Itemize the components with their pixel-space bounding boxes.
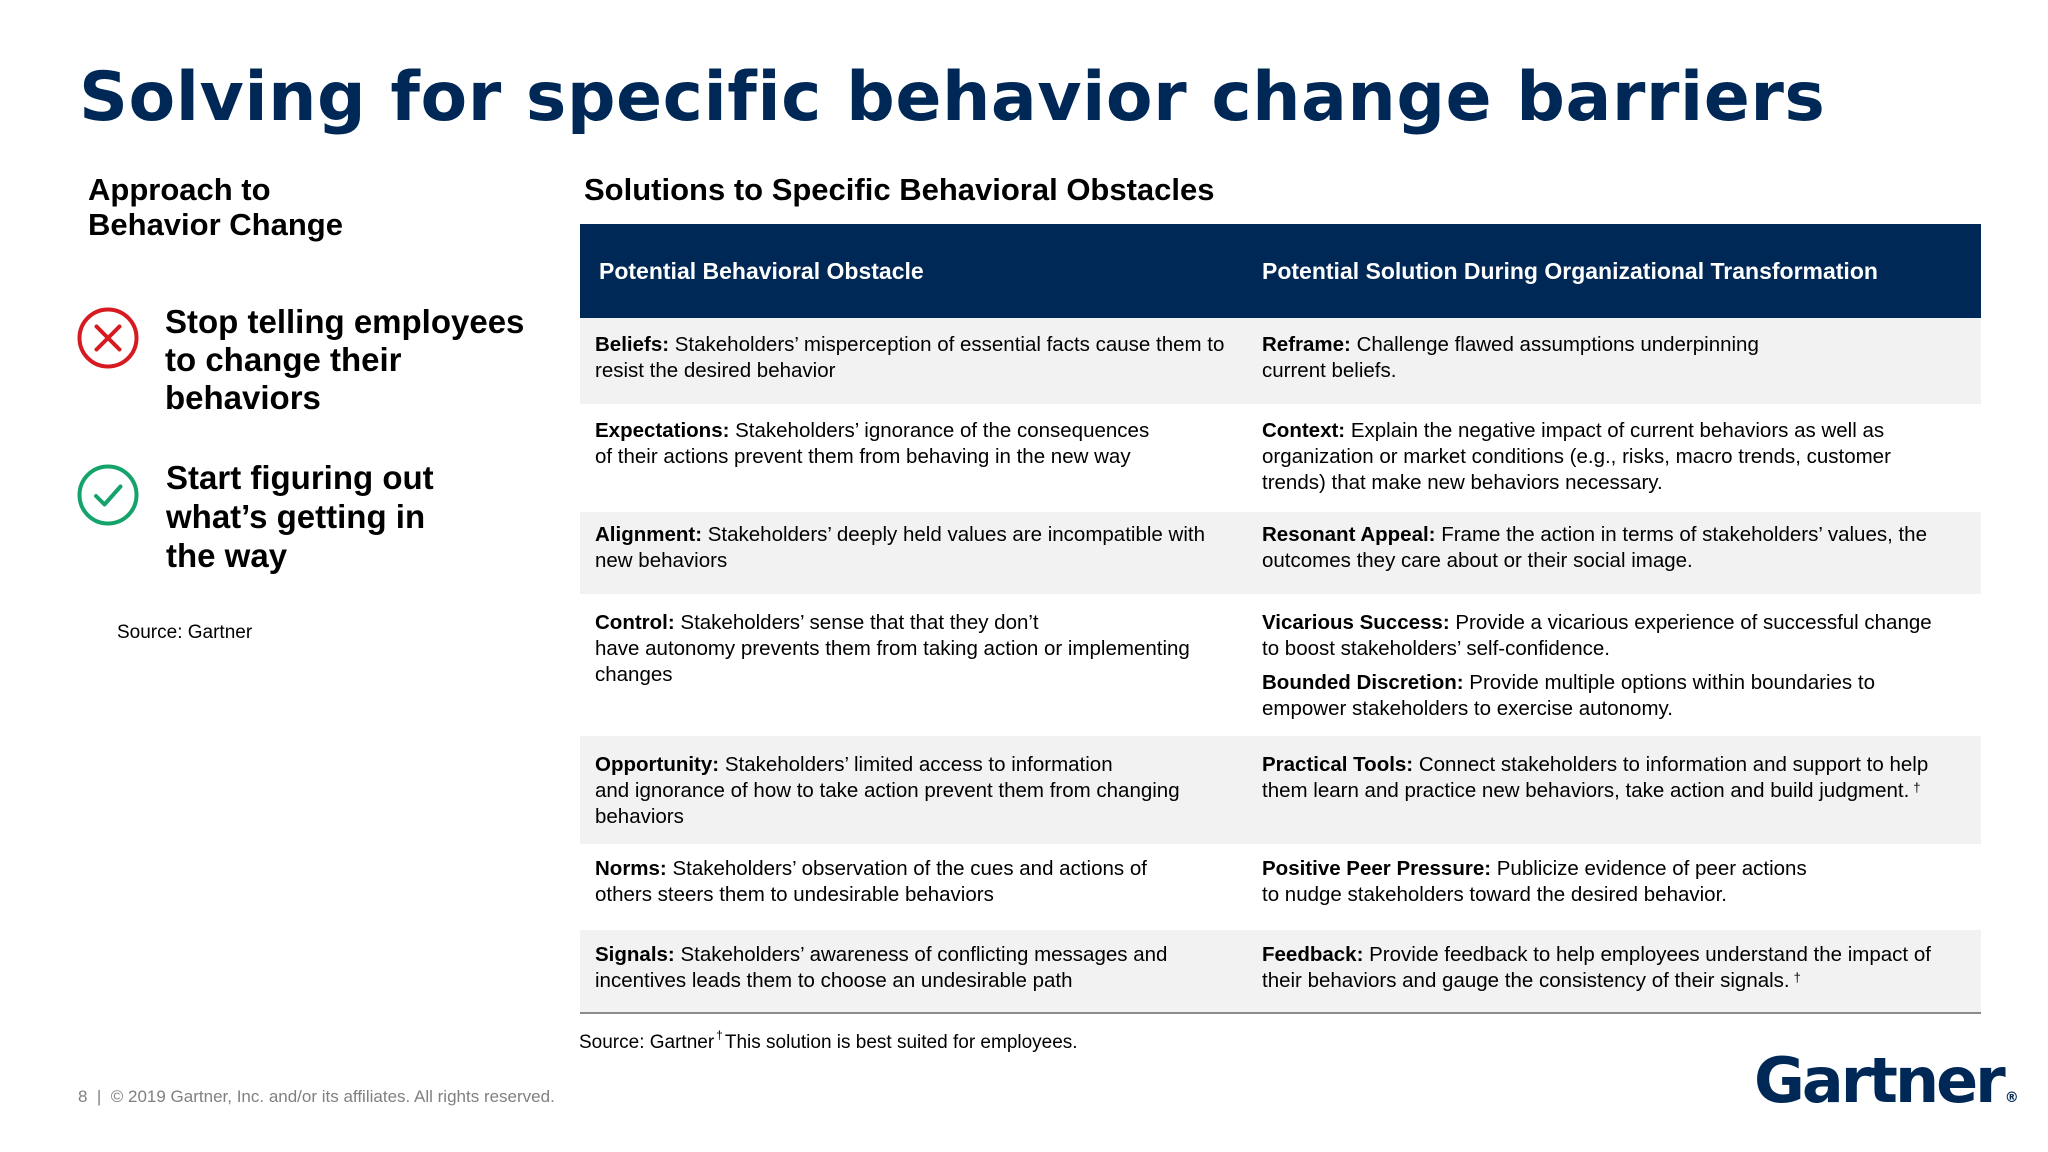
obstacle-text: new behaviors [595, 549, 728, 572]
obstacle-text: Stakeholders’ misperception of essential facts cause them to [669, 333, 1225, 356]
obstacle-text: Stakeholders’ awareness of conflicting messages and [674, 943, 1168, 966]
approach-heading [88, 172, 468, 242]
solution-text: to boost stakeholders’ self-confidence. [1262, 637, 1610, 660]
source-prefix: Source: Gartner [579, 1032, 715, 1053]
solution-text: to nudge stakeholders toward the desired behavior. [1262, 883, 1727, 906]
approach-heading-line: Behavior Change [88, 207, 343, 242]
solution-term: Context: [1262, 419, 1346, 442]
obstacle-cell [580, 418, 1262, 512]
solution-text: Explain the negative impact of current behaviors as well as [1345, 419, 1885, 442]
solution-cell [1262, 610, 1981, 736]
solution-text: Publicize evidence of peer actions [1491, 857, 1807, 880]
gartner-logo [1754, 1044, 2019, 1131]
table-header [580, 224, 1981, 318]
solution-term: Vicarious Success: [1262, 611, 1450, 634]
table-row [580, 594, 1981, 736]
table-row [580, 736, 1981, 844]
column-header-obstacle: Potential Behavioral Obstacle [599, 257, 924, 284]
solution-text: Provide multiple options within boundaries to [1463, 671, 1875, 694]
solution-term: Practical Tools: [1262, 753, 1414, 776]
solution-term: Reframe: [1262, 333, 1351, 356]
obstacle-text: Stakeholders’ limited access to information [719, 753, 1113, 776]
solution-cell [1262, 942, 1981, 1012]
dagger-mark: † [716, 1028, 723, 1042]
solution-text: outcomes they care about or their social image. [1262, 549, 1693, 572]
obstacle-term: Norms: [595, 857, 667, 880]
solution-text: their behaviors and gauge the consistency of their signals. [1262, 969, 1790, 992]
start-figuring-line: the way [166, 537, 288, 574]
solution-cell [1262, 522, 1981, 594]
stop-telling-text [165, 303, 524, 417]
solution-text: empower stakeholders to exercise autonomy. [1262, 697, 1673, 720]
solution-text: Challenge flawed assumptions underpinning [1350, 333, 1759, 356]
table-row [580, 318, 1981, 404]
dagger-mark: † [1913, 780, 1921, 795]
table-row [580, 512, 1981, 594]
check-circle-icon [76, 463, 140, 527]
logo-text: Gartner [1754, 1044, 2003, 1117]
obstacle-cell [580, 610, 1262, 736]
copyright-footer: 8 | © 2019 Gartner, Inc. and/or its affiliates. All rights reserved. [78, 1087, 555, 1106]
solution-term: Bounded Discretion: [1262, 671, 1464, 694]
table-row [580, 844, 1981, 930]
obstacle-text: changes [595, 663, 673, 686]
obstacle-text: Stakeholders’ sense that that they don’t [674, 611, 1039, 634]
obstacle-text: and ignorance of how to take action prevent them from changing [595, 779, 1180, 802]
solution-cell [1262, 752, 1981, 844]
solution-cell [1262, 418, 1981, 512]
obstacle-cell [580, 752, 1262, 844]
obstacle-term: Opportunity: [595, 753, 720, 776]
obstacle-term: Signals: [595, 943, 675, 966]
obstacle-text: incentives leads them to choose an undesirable path [595, 969, 1073, 992]
obstacle-term: Beliefs: [595, 333, 670, 356]
registered-mark: ® [2004, 1090, 2019, 1106]
obstacle-term: Alignment: [595, 523, 703, 546]
solution-text: current beliefs. [1262, 359, 1397, 382]
x-circle-icon [76, 306, 140, 370]
solution-text: Frame the action in terms of stakeholders’ values, the [1435, 523, 1927, 546]
solution-cell [1262, 332, 1981, 404]
start-figuring-line: what’s getting in [166, 498, 426, 535]
obstacle-term: Control: [595, 611, 675, 634]
solution-term: Feedback: [1262, 943, 1364, 966]
stop-telling-line: to change their [165, 341, 402, 378]
dagger-mark: † [1793, 970, 1801, 985]
table-source-note [579, 1028, 1078, 1054]
source-footnote: This solution is best suited for employees. [724, 1032, 1078, 1053]
page-title: Solving for specific behavior change barriers [79, 58, 1826, 137]
table-heading: Solutions to Specific Behavioral Obstacles [584, 172, 1215, 207]
table-row [580, 930, 1981, 1014]
obstacle-cell [580, 522, 1262, 594]
obstacle-term: Expectations: [595, 419, 730, 442]
start-figuring-text [166, 458, 434, 575]
solution-text: Provide feedback to help employees understand the impact of [1363, 943, 1931, 966]
table-row [580, 404, 1981, 512]
obstacles-table [580, 224, 1981, 1014]
obstacle-cell [580, 942, 1262, 1012]
solution-text: them learn and practice new behaviors, take action and build judgment. [1262, 779, 1910, 802]
solution-text: trends) that make new behaviors necessary. [1262, 471, 1663, 494]
solution-text: Connect stakeholders to information and support to help [1413, 753, 1929, 776]
solution-text: Provide a vicarious experience of successful change [1449, 611, 1932, 634]
obstacle-text: have autonomy prevents them from taking action or implementing [595, 637, 1190, 660]
obstacle-cell [580, 856, 1262, 930]
solution-term: Resonant Appeal: [1262, 523, 1436, 546]
obstacle-text: resist the desired behavior [595, 359, 836, 382]
solution-text: organization or market conditions (e.g., risks, macro trends, customer [1262, 445, 1891, 468]
obstacle-text: others steers them to undesirable behaviors [595, 883, 994, 906]
obstacle-text: Stakeholders’ ignorance of the consequences [729, 419, 1150, 442]
obstacle-text: behaviors [595, 805, 684, 828]
approach-heading-line: Approach to [88, 172, 271, 207]
stop-telling-line: Stop telling employees [165, 303, 525, 340]
column-header-solution: Potential Solution During Organizational Transformation [1262, 257, 1878, 284]
stop-telling-item [76, 303, 556, 417]
obstacle-text: Stakeholders’ deeply held values are incompatible with [702, 523, 1205, 546]
obstacle-cell [580, 332, 1262, 404]
obstacle-text: Stakeholders’ observation of the cues and actions of [666, 857, 1147, 880]
solution-cell [1262, 856, 1981, 930]
obstacle-text: of their actions prevent them from behaving in the new way [595, 445, 1131, 468]
start-figuring-line: Start figuring out [166, 459, 434, 496]
solution-term: Positive Peer Pressure: [1262, 857, 1492, 880]
left-source-note: Source: Gartner [117, 622, 253, 643]
start-figuring-item [76, 458, 556, 575]
stop-telling-line: behaviors [165, 379, 321, 416]
